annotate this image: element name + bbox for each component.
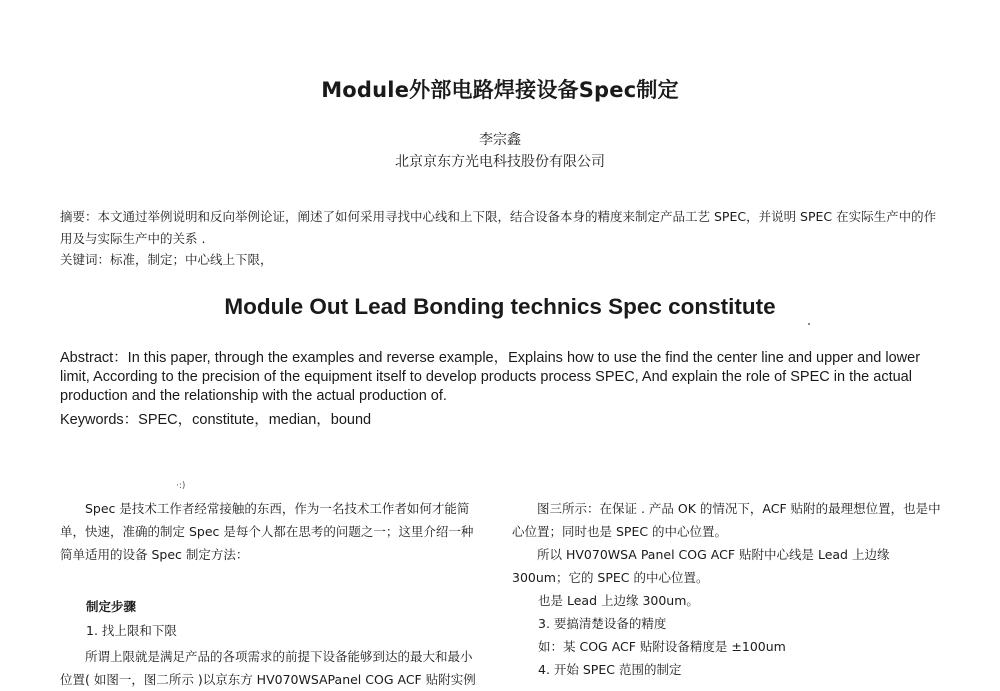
step-1-paragraph: 所谓上限就是满足产品的各项需求的前提下设备能够到达的最大和最小位置( 如图一，图二所示 )以京东方 HV070WSAPanel COG ACF 贴附实例 xyxy=(60,649,476,687)
scan-mark: ·:) xyxy=(176,481,186,491)
paper-title-chinese: Module外部电路焊接设备Spec制定 xyxy=(321,78,679,102)
intro-paragraph: Spec 是技术工作者经常接触的东西，作为一名技术工作者如何才能简单，快速，准确的制定 Spec 是每个人都在思考的问题之一；这里介绍一种简单适用的设备 Spec 制定方法： xyxy=(60,501,474,562)
abstract-english: Abstract：In this paper, through the examples and reverse example，Explains how to use the find the center line and upper and lower limit, According to the precision of the equipment itself to develop products process SPEC, And explain the role of SPEC in the actual production and the relationship with the actual production of. xyxy=(60,350,921,404)
body-left-column xyxy=(60,497,480,566)
step-3-heading: 3. 要搞清楚设备的精度 xyxy=(538,616,667,631)
keywords-english: Keywords：SPEC，constitute，median，bound xyxy=(60,412,372,428)
precision-example: 如：某 COG ACF 贴附设备精度是 ±100um xyxy=(538,639,786,654)
body-right-column xyxy=(512,497,944,681)
author-name: 李宗鑫 xyxy=(479,132,521,148)
figure3-paragraph: 图三所示：在保证 . 产品 OK 的情况下，ACF 贴附的最理想位置，也是中心位置；同时也是 SPEC 的中心位置。 xyxy=(512,501,941,539)
author-affiliation: 北京京东方光电科技股份有限公司 xyxy=(395,154,605,170)
keywords-chinese: 关键词：标准，制定；中心线上下限， xyxy=(60,252,273,267)
centerline-paragraph: 所以 HV070WSA Panel COG ACF 贴附中心线是 Lead 上边缘 300um；它的 SPEC 的中心位置。 xyxy=(512,547,890,585)
paper-title-english: Module Out Lead Bonding technics Spec constitute xyxy=(224,294,776,319)
step-1-heading: 1. 找上限和下限 xyxy=(86,623,177,638)
scan-speck xyxy=(808,323,810,325)
section-heading-steps: 制定步骤 xyxy=(86,599,137,614)
abstract-chinese: 摘要：本文通过举例说明和反向举例论证，阐述了如何采用寻找中心线和上下限，结合设备本身的精度来制定产品工艺 SPEC，并说明 SPEC 在实际生产中的作用及与实际生产中的关系 . xyxy=(60,209,937,246)
step-4-heading: 4. 开始 SPEC 范围的制定 xyxy=(538,662,682,677)
step-1-paragraph-container xyxy=(60,645,480,691)
spec-center-line: 也是 Lead 上边缘 300um。 xyxy=(538,593,699,608)
